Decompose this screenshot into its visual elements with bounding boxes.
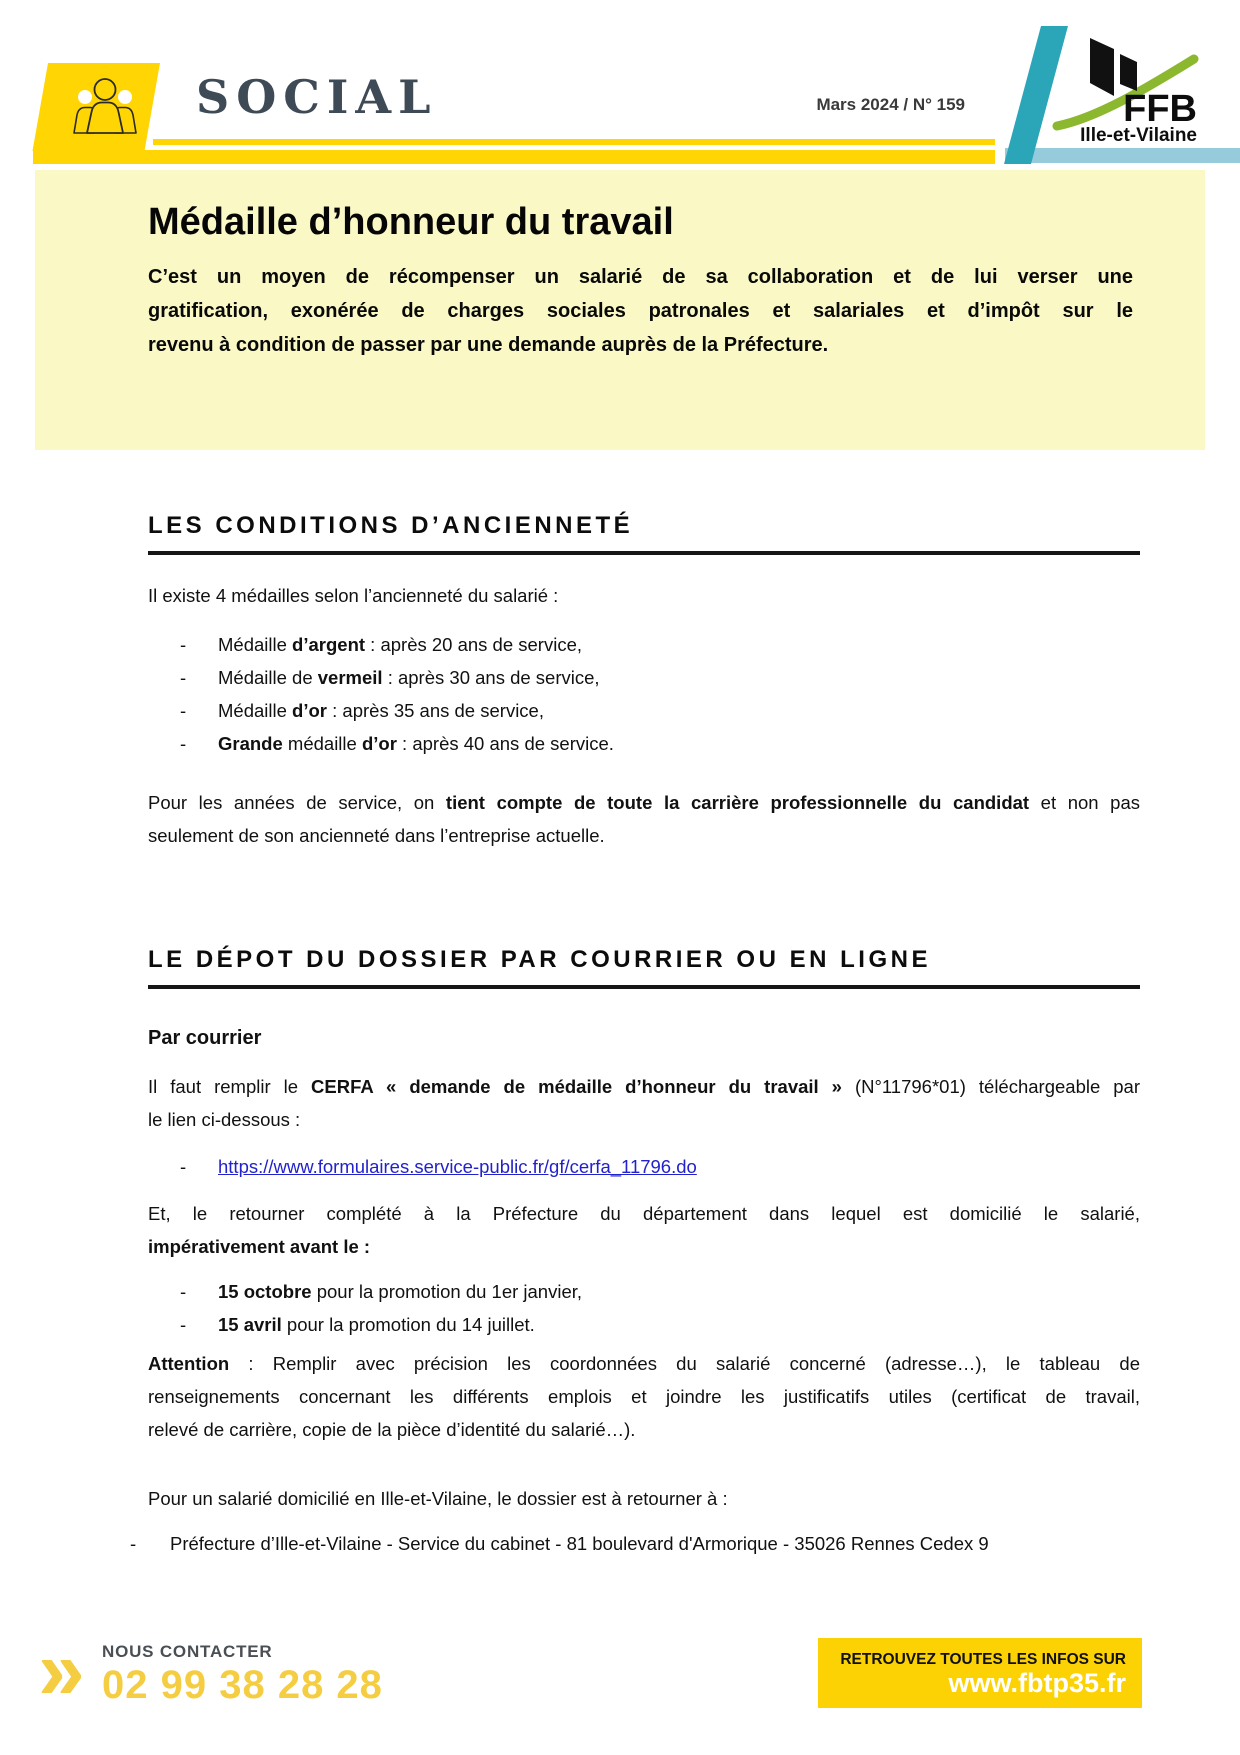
- header-rule-thin: [153, 139, 995, 145]
- list-item: [148, 661, 1140, 694]
- return-paragraph: [148, 1197, 1140, 1263]
- bullet-dash: -: [180, 1314, 187, 1335]
- section-rule: [148, 551, 1140, 555]
- info-label: RETROUVEZ TOUTES LES INFOS SUR: [840, 1651, 1126, 1668]
- return-line: Et, le retourner complété à la Préfecture du département dans lequel est domicilié le salarié,: [148, 1203, 1140, 1224]
- cerfa-text: (N°11796*01) téléchargeable par: [841, 1076, 1140, 1097]
- bullet-dash: -: [180, 667, 187, 688]
- note-bold: tient compte de toute la carrière professionnelle du candidat: [445, 792, 1030, 813]
- address-text: Préfecture d’Ille-et-Vilaine - Service du cabinet - 81 boulevard d'Armorique - 35026 Rennes Cedex 9: [170, 1533, 989, 1554]
- attention-line: [148, 1347, 1140, 1380]
- list-item: [148, 727, 1140, 760]
- list-item-text: : après 30 ans de service,: [382, 667, 600, 688]
- footer-contact: [102, 1642, 383, 1708]
- deadline-text: pour la promotion du 14 juillet.: [281, 1314, 535, 1335]
- attention-paragraph: [148, 1347, 1140, 1446]
- deadline-bold: 15 avril: [218, 1314, 282, 1335]
- cerfa-bold: CERFA « demande de médaille d’honneur du travail »: [311, 1076, 842, 1097]
- list-item-bold: d’or: [292, 700, 327, 721]
- deadlines-list: [148, 1275, 1140, 1341]
- cerfa-link-row: [148, 1150, 1140, 1183]
- bullet-dash: -: [180, 1156, 187, 1177]
- list-item-bold: Grande: [218, 733, 283, 754]
- main-content: [130, 512, 1140, 1560]
- bullet-dash: -: [180, 1281, 187, 1302]
- bullet-dash: -: [180, 700, 187, 721]
- hero-intro-line: gratification, exonérée de charges sociales patronales et salariales et d’impôt sur le: [148, 300, 1133, 322]
- list-item-bold: d’or: [361, 733, 397, 754]
- cerfa-line: [148, 1070, 1140, 1103]
- note-line: seulement de son ancienneté dans l’entreprise actuelle.: [148, 825, 605, 846]
- return-line: [148, 1230, 1140, 1263]
- hero-intro: [148, 260, 1133, 362]
- address-lead: Pour un salarié domicilié en Ille-et-Vilaine, le dossier est à retourner à :: [148, 1488, 728, 1509]
- conditions-note: [148, 786, 1140, 852]
- list-item-text: : après 40 ans de service.: [396, 733, 614, 754]
- section-heading-conditions: LES CONDITIONS D’ANCIENNETÉ: [148, 512, 634, 539]
- return-bold: impérativement avant le :: [148, 1236, 371, 1257]
- attention-text: : Remplir avec précision les coordonnées du salarié concerné (adresse…), le tableau de: [229, 1353, 1140, 1374]
- list-item: [148, 694, 1140, 727]
- footer-info-box: [818, 1638, 1142, 1708]
- page-title: Médaille d’honneur du travail: [148, 201, 674, 243]
- chevrons-icon: »: [38, 1623, 81, 1717]
- list-item-text: Médaille de: [218, 667, 318, 688]
- header-lightblue-bar: [1005, 148, 1240, 163]
- medals-list: [148, 628, 1140, 760]
- deadline-text: pour la promotion du 1er janvier,: [311, 1281, 583, 1302]
- ffb-logo-region: Ille-et-Vilaine: [1080, 125, 1197, 144]
- hero-box: [35, 170, 1205, 450]
- note-line: [148, 786, 1140, 819]
- attention-line: relevé de carrière, copie de la pièce d’identité du salarié…).: [148, 1419, 636, 1440]
- note-text: et non pas: [1029, 792, 1140, 813]
- address-item: [130, 1527, 1140, 1560]
- contact-phone: 02 99 38 28 28: [102, 1663, 383, 1707]
- section-rule: [148, 985, 1140, 989]
- conditions-lead: Il existe 4 médailles selon l’ancienneté du salarié :: [148, 585, 559, 606]
- list-item-text: Médaille: [218, 634, 293, 655]
- list-item: [148, 628, 1140, 661]
- people-group-icon: [72, 74, 138, 140]
- list-item-text: médaille: [282, 733, 362, 754]
- contact-label: NOUS CONTACTER: [102, 1642, 273, 1661]
- ffb-logo: [1052, 32, 1204, 144]
- note-text: Pour les années de service, on: [148, 792, 446, 813]
- issue-date-number: Mars 2024 / N° 159: [816, 95, 965, 114]
- list-item-text: : après 20 ans de service,: [365, 634, 583, 655]
- list-item-bold: vermeil: [317, 667, 383, 688]
- attention-bold: Attention: [148, 1353, 230, 1374]
- list-item-text: Médaille: [218, 700, 293, 721]
- cerfa-text: Il faut remplir le: [148, 1076, 312, 1097]
- bullet-dash: -: [180, 634, 187, 655]
- website-url: www.fbtp35.fr: [948, 1668, 1126, 1698]
- header-rule-thick: [33, 150, 995, 164]
- cerfa-link[interactable]: https://www.formulaires.service-public.fr/gf/cerfa_11796.do: [218, 1156, 697, 1177]
- cerfa-paragraph: [148, 1070, 1140, 1136]
- hero-intro-line: revenu à condition de passer par une demande auprès de la Préfecture.: [148, 334, 829, 356]
- bullet-dash: -: [180, 733, 187, 754]
- hero-intro-line: C’est un moyen de récompenser un salarié de sa collaboration et de lui verser une: [148, 266, 1133, 288]
- list-item: [148, 1275, 1140, 1308]
- section-heading-depot: LE DÉPOT DU DOSSIER PAR COURRIER OU EN LIGNE: [148, 946, 931, 973]
- cerfa-line: le lien ci-dessous :: [148, 1109, 301, 1130]
- bullet-dash: -: [130, 1533, 137, 1554]
- ffb-logo-text: FFB: [1123, 88, 1197, 130]
- list-item-bold: d’argent: [292, 634, 366, 655]
- attention-line: renseignements concernant les différents emplois et joindre les justificatifs utiles (certificat de travail,: [148, 1386, 1140, 1407]
- subheading-par-courrier: Par courrier: [148, 1027, 262, 1049]
- deadline-bold: 15 octobre: [218, 1281, 312, 1302]
- list-item-text: : après 35 ans de service,: [327, 700, 544, 721]
- list-item: [148, 1308, 1140, 1341]
- category-title: SOCIAL: [196, 70, 438, 124]
